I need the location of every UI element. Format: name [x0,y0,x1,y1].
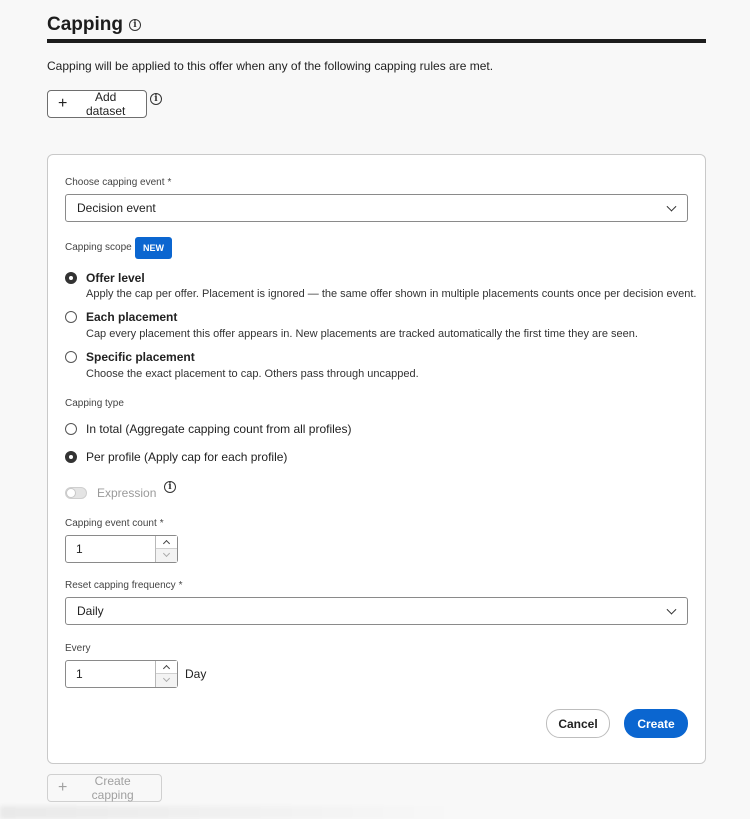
stepper-buttons [155,661,177,687]
plus-icon: + [58,95,68,112]
stepper-buttons [155,536,177,562]
scope-offer-level-radio[interactable] [65,272,77,284]
expression-toggle[interactable] [65,487,87,499]
scope-offer-level-title: Offer level [86,271,145,285]
scope-specific-placement-title: Specific placement [86,350,195,364]
create-capping-label: Create capping [91,774,134,802]
decrement-button[interactable] [156,674,177,687]
type-per-profile-radio[interactable] [65,451,77,463]
capping-event-label [65,177,171,188]
capping-description: Capping will be applied to this offer when any of the following capping rules are met. [47,59,494,73]
capping-event-label-text: Choose capping event [65,177,165,188]
chevron-down-icon [667,605,677,615]
chevron-down-icon [163,550,170,557]
page-title-text: Capping [47,14,123,35]
increment-button[interactable] [156,661,177,674]
event-count-value: 1 [76,542,83,556]
every-value: 1 [76,667,83,681]
plus-icon: + [58,779,68,796]
toggle-knob [66,488,76,498]
scope-each-placement-radio[interactable] [65,311,77,323]
add-dataset-label: Add dataset [85,90,126,118]
every-unit: Day [185,667,207,681]
event-count-stepper[interactable] [65,535,178,563]
page-title [47,14,141,36]
add-dataset-button[interactable] [47,90,147,118]
type-per-profile-text: Per profile (Apply cap for each profile) [86,450,288,464]
required-mark: * [159,518,164,529]
scope-specific-placement-desc: Choose the exact placement to cap. Others pass through uncapped. [86,368,419,380]
decrement-button[interactable] [156,549,177,562]
scope-each-placement-title: Each placement [86,310,178,324]
reset-frequency-value: Daily [77,604,104,618]
event-count-label-text: Capping event count [65,518,157,529]
chevron-down-icon [667,202,677,212]
create-button[interactable]: Create [624,709,688,738]
new-badge: NEW [135,237,172,259]
required-mark: * [167,177,172,188]
reset-frequency-label [65,580,183,591]
increment-button[interactable] [156,536,177,549]
info-icon[interactable]: i [129,19,141,31]
capping-event-value: Decision event [77,201,156,215]
capping-event-select[interactable] [65,194,688,222]
reset-frequency-select[interactable] [65,597,688,625]
event-count-label [65,518,164,529]
scope-each-placement-desc: Cap every placement this offer appears in. New placements are tracked automatically the first time they are seen. [86,328,638,340]
required-mark: * [178,580,183,591]
create-capping-button[interactable] [47,774,162,802]
type-in-total-radio[interactable] [65,423,77,435]
chevron-up-icon [163,539,170,546]
type-in-total-text: In total (Aggregate capping count from all profiles) [86,422,352,436]
expression-label: Expression [97,486,157,500]
scope-specific-placement-radio[interactable] [65,351,77,363]
every-label: Every [65,643,91,654]
every-stepper[interactable] [65,660,178,688]
chevron-down-icon [163,675,170,682]
scope-offer-level-desc: Apply the cap per offer. Placement is ignored — the same offer shown in multiple placements counts once per decision event. [86,288,697,300]
capping-scope-label: Capping scope [65,242,132,253]
capping-type-label: Capping type [65,398,124,409]
chevron-up-icon [163,664,170,671]
expression-info-icon[interactable]: i [164,481,176,493]
cancel-button[interactable]: Cancel [546,709,610,738]
reset-frequency-label-text: Reset capping frequency [65,580,176,591]
add-dataset-info-icon[interactable]: i [150,93,162,105]
bottom-shadow [0,806,460,819]
title-divider [47,39,706,43]
